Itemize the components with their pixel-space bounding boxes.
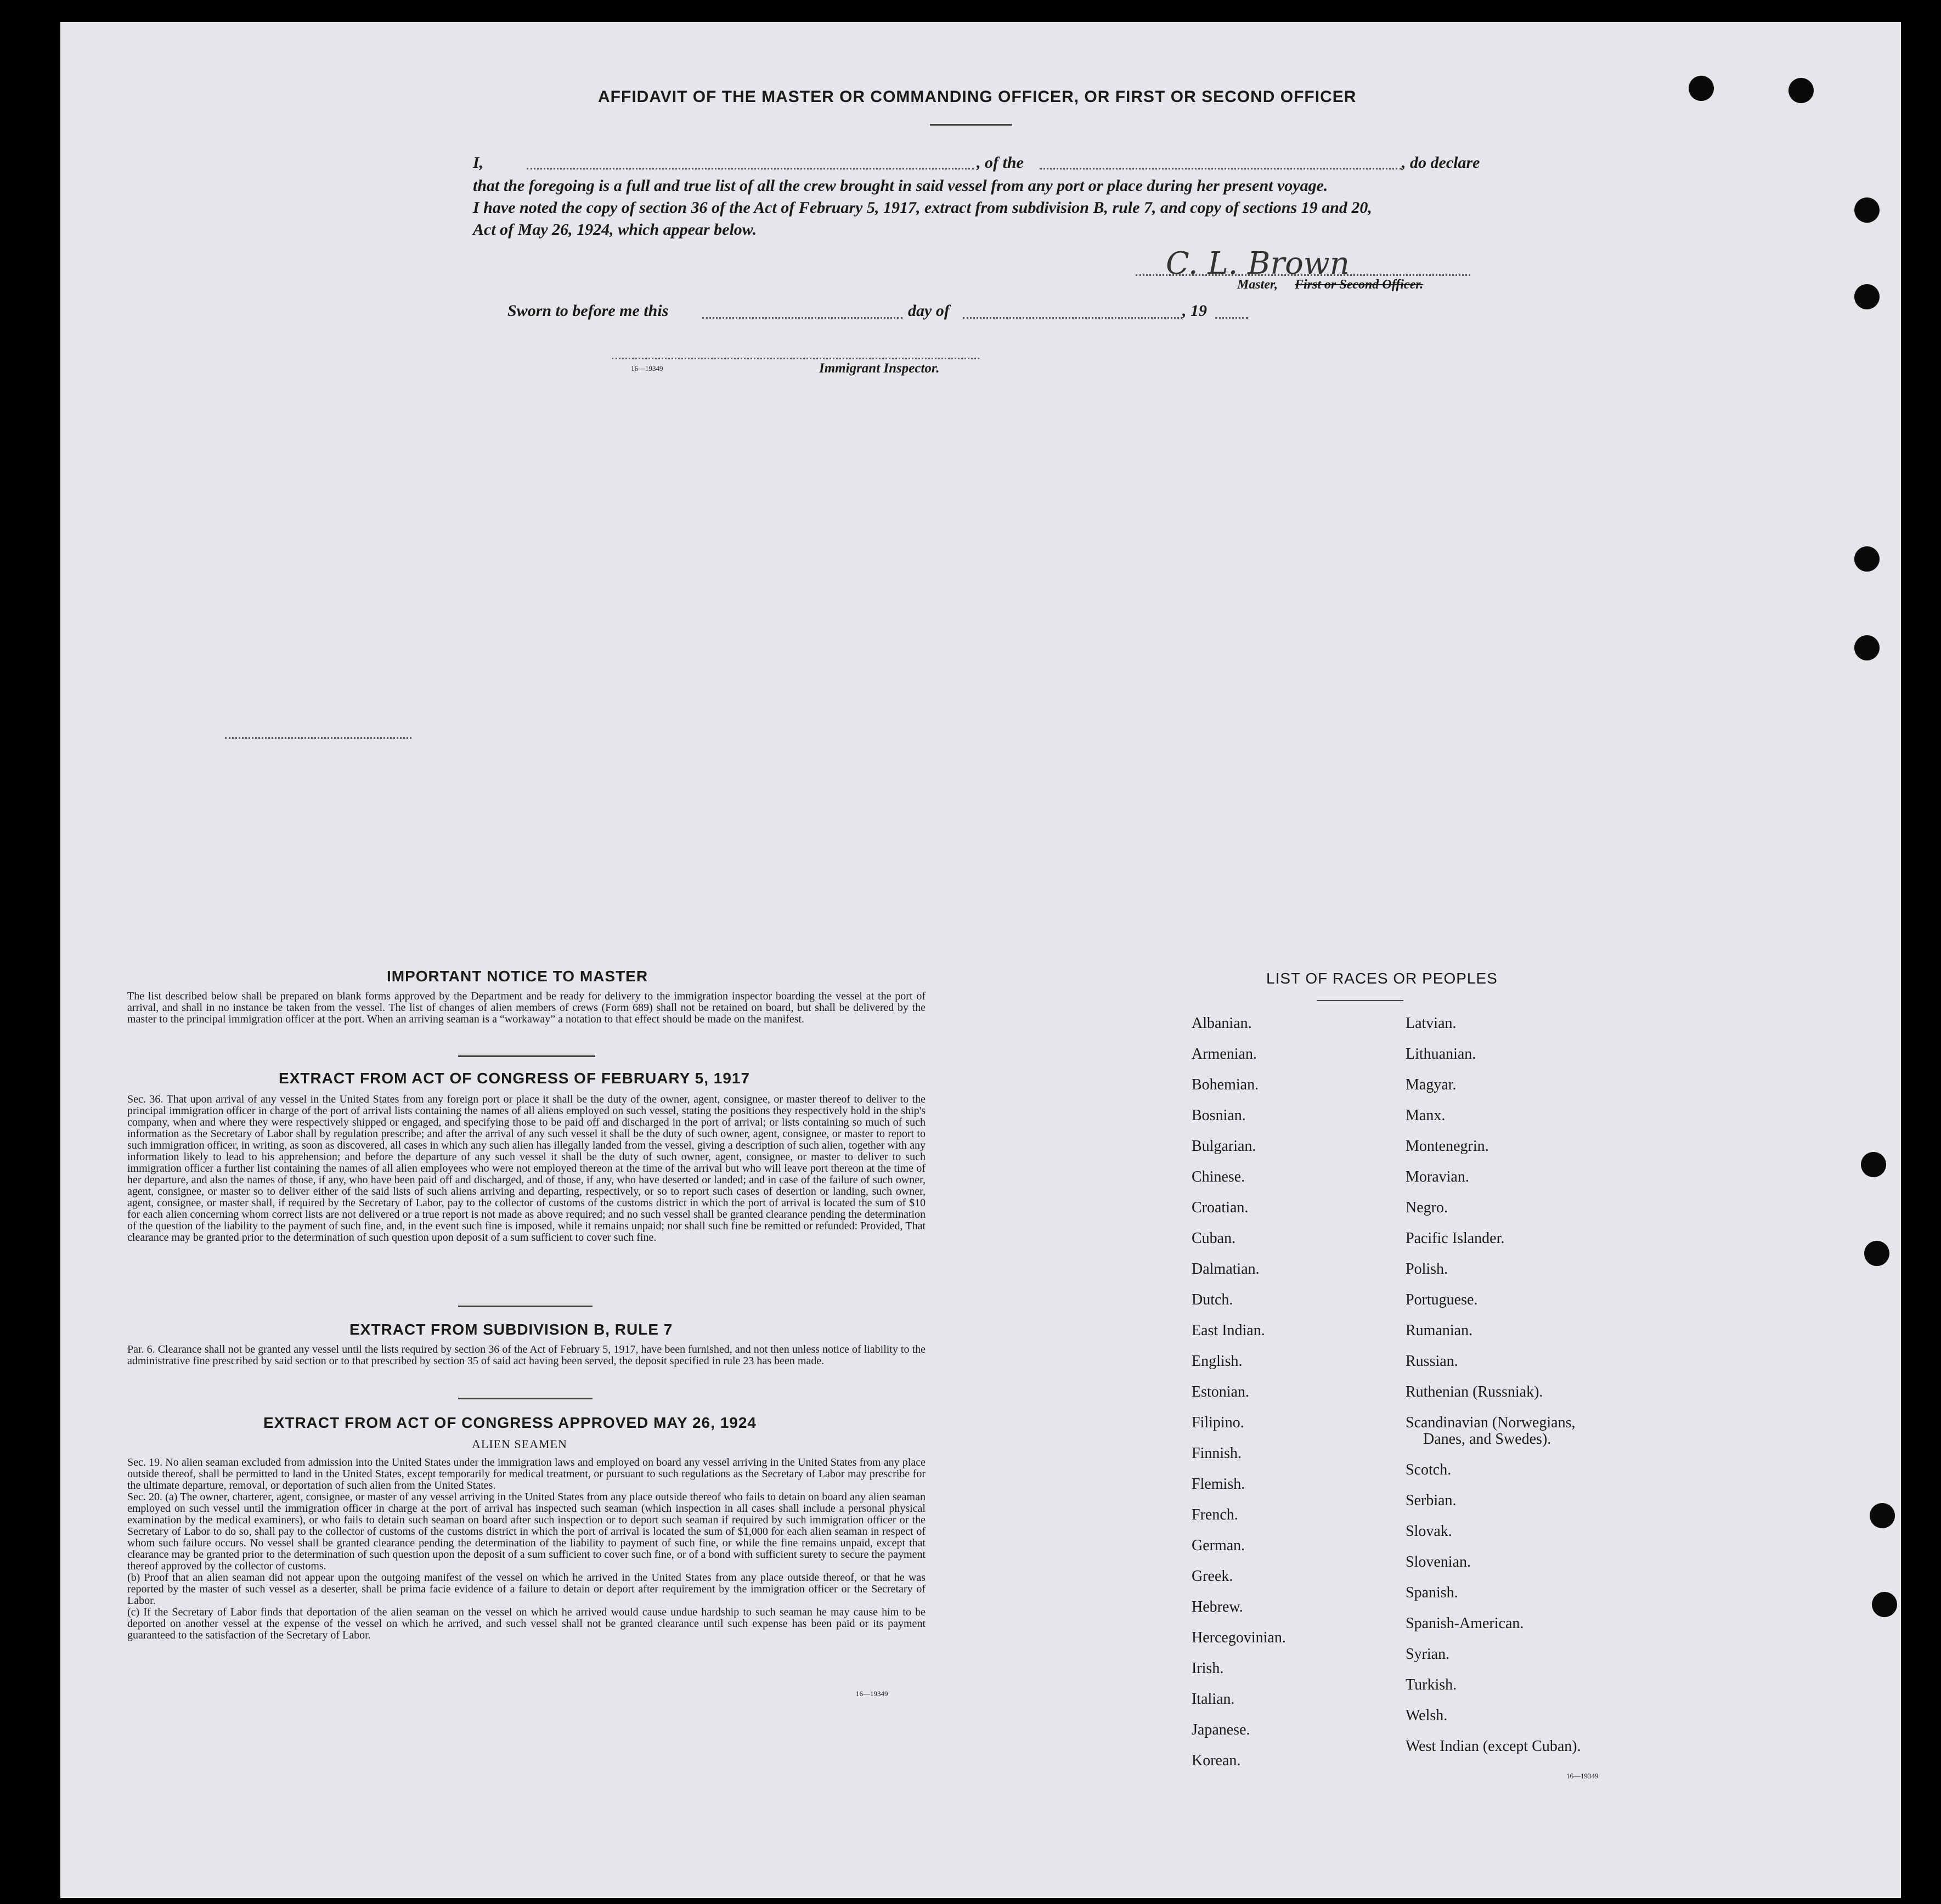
races-form-number: 16—19349 bbox=[1566, 1772, 1599, 1780]
race-item: Syrian. bbox=[1406, 1646, 1450, 1663]
race-item: Serbian. bbox=[1406, 1492, 1457, 1509]
affidavit-line-2: that the foregoing is a full and true list of all the crew brought in said vessel from any port or place during her present voyage. bbox=[473, 177, 1328, 195]
race-item: German. bbox=[1192, 1537, 1245, 1554]
section-20a-text: Sec. 20. (a) The owner, charterer, agent, consignee, or master of any vessel arriving in the United States from any place outside thereof who fails to detain on board any alien seaman employed on such vessel until the immigration officer in charge at the port of arrival has inspected such seaman (which inspection in all cases shall include a personal physical examination by the medical examiners), or who fails to detain such seaman on board after such inspection or to deport such seaman if required by such immigration officer or the Secretary of Labor to do so, shall pay to the collector of customs of the customs district in which the port of arrival is located the sum of $1,000 for each alien seaman in respect of whom such failure occurs. No vessel shall be granted clearance pending the determination of the liability to payment of such fine, or while the fine remains unpaid, except that clearance may be granted prior to the determination of such question upon the deposit of a sum sufficient to cover such fine, or of a bond with sufficient surety to secure the payment thereof approved by the collector of customs. bbox=[127, 1491, 926, 1572]
race-item: Japanese. bbox=[1192, 1721, 1250, 1738]
race-item: Hebrew. bbox=[1192, 1598, 1243, 1615]
race-item: Estonian. bbox=[1192, 1383, 1249, 1400]
extract-1917-text: Sec. 36. That upon arrival of any vessel in the United States from any foreign port or place it shall be the duty of the owner, agent, consignee, or master thereof to deliver to the principal immigration officer in charge of the port of arrival lists containing the names of all aliens employed on such vessel, stating the positions they respectively hold in the ship's company, when and where they were respectively shipped or engaged, and specifying those to be paid off and discharged in the port of arrival; or lists containing so much of such information as the Secretary of Labor shall by regulation prescribe; and after the arrival of any such vessel it shall be the duty of such owner, agent, consignee, or master to report to such immigration officer, in writing, as soon as discovered, all cases in which any such alien has illegally landed from the vessel, giving a description of such alien, together with any information likely to lead to his apprehension; and before the departure of any such vessel it shall be the duty of such owner, agent, consignee, or master to deliver to such immigration officer a further list containing the names of all alien employees who were not employed thereon at the time of the arrival but who will leave port thereon at the time of her departure, and also the names of those, if any, who have been paid off and discharged, and of those, if any, who have deserted or landed; and in case of the failure of such owner, agent, consignee, or master so to deliver either of the said lists of such aliens arriving and departing, respectively, or so to report such cases of desertion or landing, such owner, agent, consignee, or master shall, if required by the Secretary of Labor, pay to the collector of customs of the customs district in which the port of arrival is located the sum of $10 for each alien concerning whom correct lists are not delivered or a true report is not made as above required; and no such vessel shall be granted clearance pending the determination of the question of the liability to the payment of such fine, and, in the event such fine is imposed, while it remains unpaid; nor shall such fine be remitted or refunded: Provided, That clearance may be granted prior to the determination of such question upon deposit of a sum sufficient to cover such fine. bbox=[127, 1093, 926, 1244]
section-19-text: Sec. 19. No alien seaman excluded from admission into the United States under the immigration laws and employed on board any vessel arriving in the United States from any place outside thereof, shall be permitted to land in the United States, except temporarily for medical treatment, or pursuant to such regulations as the Secretary of Labor may prescribe for the ultimate departure, removal, or deportation of such alien from the United States. bbox=[127, 1456, 926, 1491]
race-item: Ruthenian (Russniak). bbox=[1406, 1383, 1543, 1400]
race-item: Bosnian. bbox=[1192, 1107, 1246, 1124]
affidavit-line-3: I have noted the copy of section 36 of the Act of February 5, 1917, extract from subdivision B, rule 7, and copy of sections 19 and 20, bbox=[473, 199, 1372, 217]
notice-title: IMPORTANT NOTICE TO MASTER bbox=[387, 968, 648, 985]
name-blank-line bbox=[527, 168, 974, 170]
race-item: Italian. bbox=[1192, 1691, 1235, 1708]
race-item: French. bbox=[1192, 1506, 1238, 1523]
vessel-blank-line bbox=[1040, 168, 1402, 170]
race-item: Hercegovinian. bbox=[1192, 1629, 1286, 1646]
punch-hole-9 bbox=[1870, 1503, 1895, 1528]
race-item: Korean. bbox=[1192, 1752, 1241, 1769]
notice-text: The list described below shall be prepared on blank forms approved by the Department and be ready for delivery to the immigration inspector boarding the vessel at the port of arrival, and shall in no instance be taken from the vessel. The list of changes of alien members of crews (Form 689) shall not be retained on board, but shall be delivered by the master to the principal immigration officer at the port. When an arriving seaman is a “workaway” a notation to that effect should be made on the manifest. bbox=[127, 990, 926, 1025]
race-item: Armenian. bbox=[1192, 1046, 1257, 1063]
signature-line bbox=[1136, 274, 1470, 276]
race-item: Irish. bbox=[1192, 1660, 1224, 1677]
race-item: Negro. bbox=[1406, 1199, 1448, 1216]
day-of-label: day of bbox=[908, 302, 950, 320]
inspector-signature-line bbox=[612, 358, 979, 359]
signer-title-struck: First or Second Officer. bbox=[1295, 278, 1424, 292]
race-item: Manx. bbox=[1406, 1107, 1446, 1124]
races-title: LIST OF RACES OR PEOPLES bbox=[1266, 970, 1498, 987]
race-item: Scotch. bbox=[1406, 1461, 1452, 1478]
race-item: Cuban. bbox=[1192, 1230, 1236, 1247]
race-item: Montenegrin. bbox=[1406, 1138, 1489, 1155]
race-item: Portuguese. bbox=[1406, 1291, 1478, 1308]
extract-1917-title: EXTRACT FROM ACT OF CONGRESS OF FEBRUARY 5, 1917 bbox=[279, 1070, 751, 1087]
race-item: Dalmatian. bbox=[1192, 1261, 1260, 1278]
section-20c-text: (c) If the Secretary of Labor finds that deportation of the alien seaman on the vessel on which he arrived would cause undue hardship to such seaman he may cause him to be deported on another vessel at the expense of the vessel on which he arrived, and such vessel shall not be granted clearance until such expense has been paid or its payment guaranteed to the satisfaction of the Secretary of Labor. bbox=[127, 1606, 926, 1641]
section-20b-text: (b) Proof that an alien seaman did not appear upon the outgoing manifest of the vessel on which he arrived in the United States from any place outside thereof, or that he was reported by the master of such vessel as a deserter, shall be prima facie evidence of a failure to detain or deport after requirement by the immigration officer or the Secretary of Labor. bbox=[127, 1572, 926, 1607]
race-item: Finnish. bbox=[1192, 1445, 1242, 1462]
race-item: West Indian (except Cuban). bbox=[1406, 1738, 1581, 1755]
race-item: Spanish-American. bbox=[1406, 1615, 1524, 1632]
race-item: Croatian. bbox=[1192, 1199, 1249, 1216]
affidavit-of-the: , of the bbox=[977, 154, 1024, 172]
race-item: Pacific Islander. bbox=[1406, 1230, 1505, 1247]
punch-hole-7 bbox=[1861, 1152, 1886, 1177]
race-item: Polish. bbox=[1406, 1261, 1448, 1278]
rule-7-title: EXTRACT FROM SUBDIVISION B, RULE 7 bbox=[349, 1321, 673, 1338]
extract-1924-title: EXTRACT FROM ACT OF CONGRESS APPROVED MAY 26, 1924 bbox=[263, 1414, 757, 1431]
race-item: Danes, and Swedes). bbox=[1423, 1431, 1551, 1448]
punch-hole-3 bbox=[1854, 197, 1880, 223]
race-item: Scandinavian (Norwegians, bbox=[1406, 1414, 1576, 1431]
race-item: Filipino. bbox=[1192, 1414, 1244, 1431]
notice-rule bbox=[458, 1055, 595, 1057]
stray-dashed-line bbox=[225, 737, 411, 739]
race-item: Latvian. bbox=[1406, 1015, 1457, 1032]
affidavit-title: AFFIDAVIT OF THE MASTER OR COMMANDING OFFICER, OR FIRST OR SECOND OFFICER bbox=[598, 88, 1357, 106]
signer-title-master: Master, bbox=[1237, 278, 1278, 292]
race-item: Spanish. bbox=[1406, 1584, 1458, 1601]
punch-hole-5 bbox=[1854, 546, 1880, 572]
affidavit-i-label: I, bbox=[473, 154, 484, 172]
inspector-label: Immigrant Inspector. bbox=[819, 361, 940, 376]
master-signature: C. L. Brown bbox=[1166, 246, 1350, 281]
race-item: Dutch. bbox=[1192, 1291, 1233, 1308]
punch-hole-8 bbox=[1864, 1241, 1889, 1266]
race-item: Turkish. bbox=[1406, 1676, 1457, 1693]
rule-7-rule bbox=[458, 1398, 593, 1399]
alien-seamen-subtitle: ALIEN SEAMEN bbox=[472, 1437, 567, 1451]
extract-form-number: 16—19349 bbox=[856, 1690, 888, 1698]
race-item: Chinese. bbox=[1192, 1168, 1245, 1185]
extract-1917-rule bbox=[458, 1306, 593, 1307]
punch-hole-6 bbox=[1854, 635, 1880, 660]
sworn-year-line bbox=[1215, 317, 1248, 319]
punch-hole-1 bbox=[1689, 76, 1714, 101]
extract-1924-text bbox=[127, 1457, 926, 1641]
race-item: East Indian. bbox=[1192, 1322, 1265, 1339]
punch-hole-2 bbox=[1788, 78, 1814, 103]
race-item: Bulgarian. bbox=[1192, 1138, 1256, 1155]
sworn-label: Sworn to before me this bbox=[507, 302, 669, 320]
rule-7-text: Par. 6. Clearance shall not be granted any vessel until the lists required by section 36 of the Act of February 5, 1917, have been furnished, and not then unless notice of liability to the administrative fine prescribed by said section or to that prescribed by section 35 of said act having been served, the deposit specified in rule 23 has been made. bbox=[127, 1343, 926, 1367]
affidavit-title-rule bbox=[930, 124, 1012, 126]
race-item: Slovak. bbox=[1406, 1523, 1452, 1540]
affidavit-do-declare: , do declare bbox=[1402, 154, 1480, 172]
race-item: Greek. bbox=[1192, 1568, 1233, 1585]
races-rule bbox=[1317, 1000, 1403, 1001]
race-item: Moravian. bbox=[1406, 1168, 1469, 1185]
sworn-day-line bbox=[702, 317, 902, 319]
race-item: Flemish. bbox=[1192, 1476, 1245, 1493]
race-item: Magyar. bbox=[1406, 1076, 1457, 1093]
race-item: Bohemian. bbox=[1192, 1076, 1259, 1093]
race-item: Russian. bbox=[1406, 1353, 1458, 1370]
race-item: English. bbox=[1192, 1353, 1243, 1370]
punch-hole-4 bbox=[1854, 284, 1880, 309]
sworn-month-line bbox=[963, 317, 1182, 319]
affidavit-form-number: 16—19349 bbox=[631, 364, 663, 372]
race-item: Welsh. bbox=[1406, 1707, 1448, 1724]
race-item: Slovenian. bbox=[1406, 1553, 1471, 1570]
affidavit-line-4: Act of May 26, 1924, which appear below. bbox=[473, 221, 757, 239]
year-label: , 19 bbox=[1182, 302, 1207, 320]
race-item: Albanian. bbox=[1192, 1015, 1252, 1032]
race-item: Lithuanian. bbox=[1406, 1046, 1476, 1063]
punch-hole-10 bbox=[1872, 1592, 1897, 1617]
race-item: Rumanian. bbox=[1406, 1322, 1473, 1339]
